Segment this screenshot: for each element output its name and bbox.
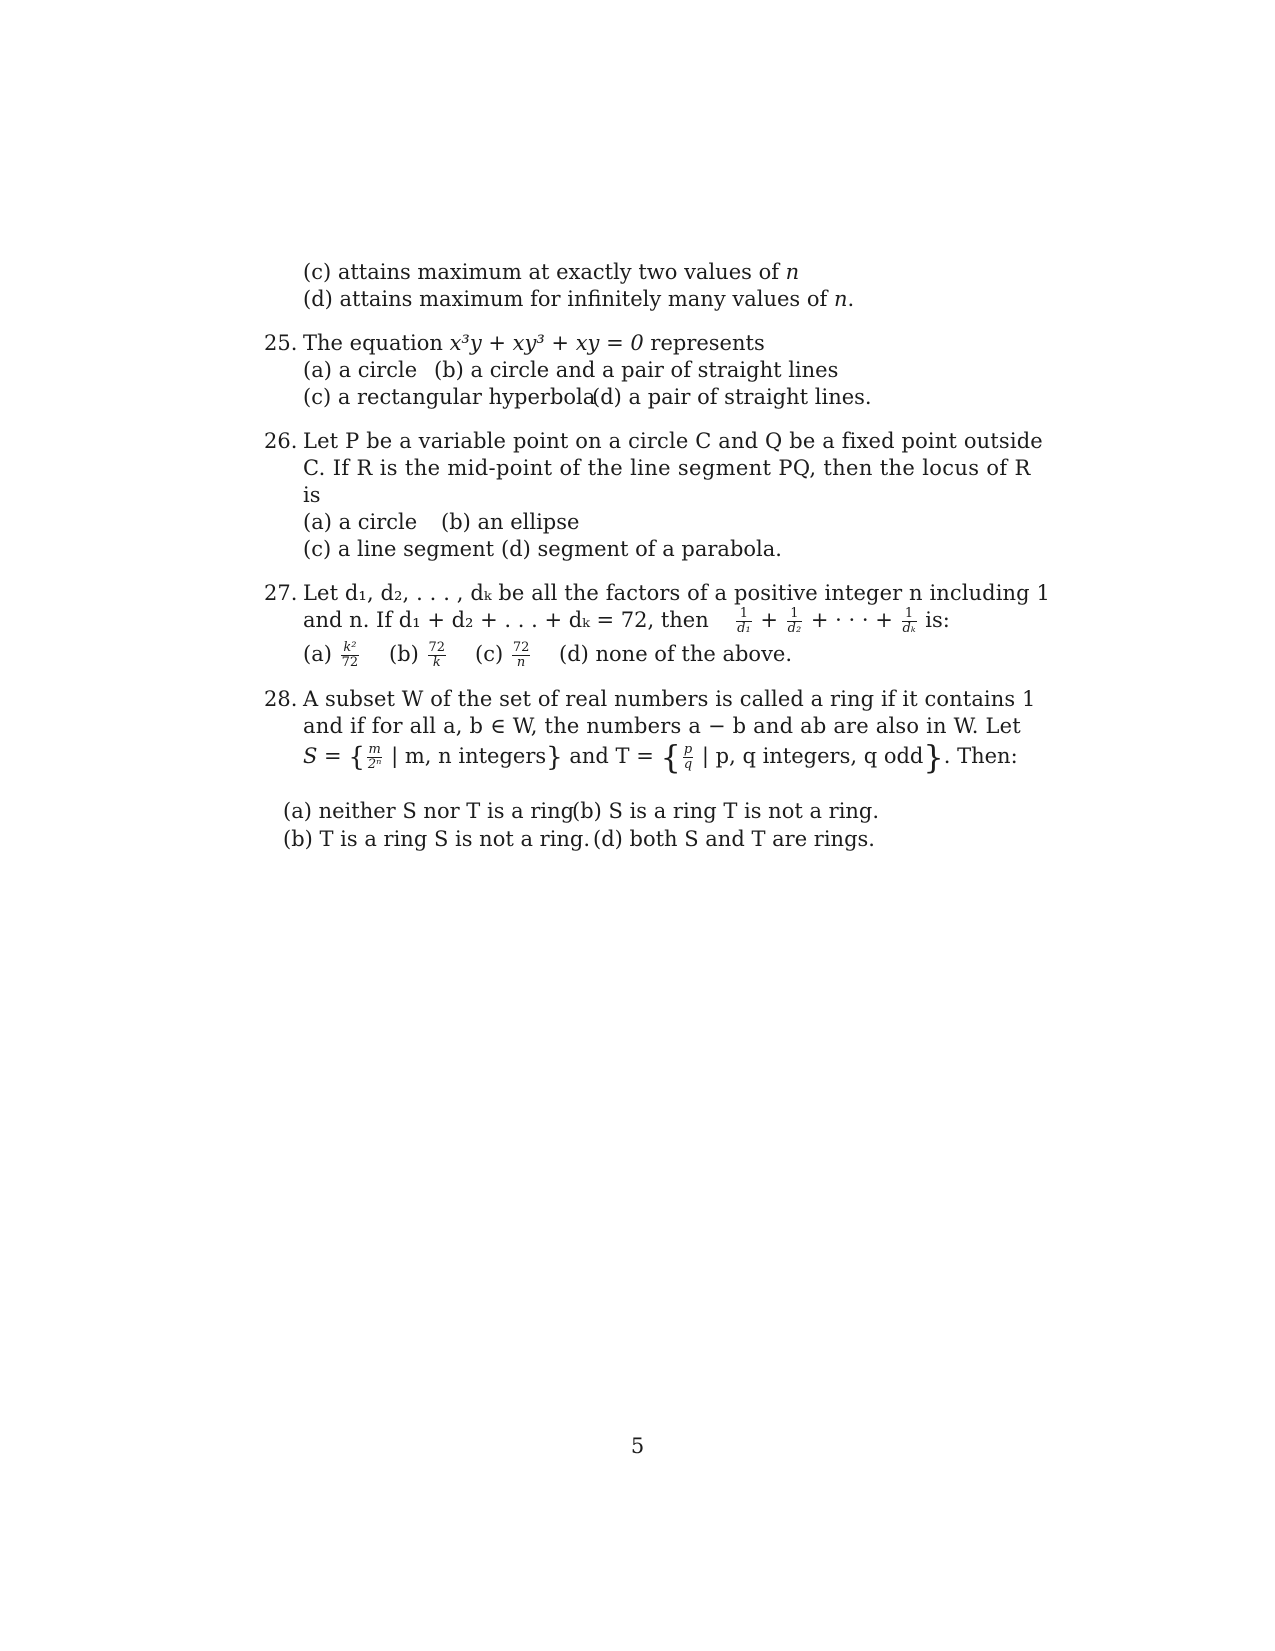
q25-equation: x³y + xy³ + xy = 0 xyxy=(449,331,644,355)
q24-option-d-end: . xyxy=(847,287,855,311)
q27-frac-k-den: dₖ xyxy=(902,621,916,636)
q27-c-frac xyxy=(512,641,531,670)
page-number: 5 xyxy=(630,1434,645,1458)
q27-cdots: + · · · + xyxy=(810,608,893,632)
q25-option-a: (a) a circle xyxy=(303,358,418,382)
q26-line2: C. If R is the mid-point of the line segment PQ, then the locus of R xyxy=(303,456,1031,480)
q28-s-brace-close: } xyxy=(546,742,563,773)
q24-option-c-text: (c) attains maximum at exactly two values of xyxy=(303,260,786,284)
q28-line1: A subset W of the set of real numbers is called a ring if it contains 1 xyxy=(303,687,1036,711)
q26-option-a: (a) a circle xyxy=(303,510,418,534)
q27-frac-k-num: 1 xyxy=(902,607,917,622)
q25-stem-b: represents xyxy=(643,331,765,355)
q27-c-den: n xyxy=(516,655,526,670)
q27-a-label: (a) xyxy=(303,642,332,666)
q25-option-b: (b) a circle and a pair of straight lines xyxy=(434,358,839,382)
q26-line3: is xyxy=(303,483,321,507)
q28-t-den: q xyxy=(683,757,693,772)
q26-option-b: (b) an ellipse xyxy=(441,510,580,534)
q27-a-num: k² xyxy=(341,641,360,656)
q27-c-num: 72 xyxy=(512,640,530,655)
q27-line2-end: is: xyxy=(925,608,950,632)
q26-option-d: (d) segment of a parabola. xyxy=(501,537,782,561)
q27-option-d: (d) none of the above. xyxy=(559,642,793,666)
q28-then: . Then: xyxy=(943,744,1018,768)
q27-frac-2-den: d₂ xyxy=(787,621,802,636)
q28-number: 28. xyxy=(264,687,298,711)
q24-option-d xyxy=(303,285,854,313)
q28-s-frac xyxy=(367,743,383,772)
q27-number: 27. xyxy=(264,581,298,605)
q26-line1: Let P be a variable point on a circle C and Q be a fixed point outside xyxy=(303,429,1043,453)
q24-option-d-text: (d) attains maximum for infinitely many values of xyxy=(303,287,834,311)
q28-option-b2: (b) T is a ring S is not a ring. xyxy=(283,827,591,851)
q27-option-b xyxy=(389,640,448,668)
q28-and-t: and T = xyxy=(569,744,654,768)
q27-a-den: 72 xyxy=(341,655,359,670)
q28-line2: and if for all a, b ∈ W, the numbers a − b and ab are also in W. Let xyxy=(303,714,1021,738)
q27-a-frac xyxy=(341,641,360,670)
q26-option-c: (c) a line segment xyxy=(303,537,495,561)
q28-s-lhs: S = xyxy=(303,744,342,768)
q27-b-frac xyxy=(428,641,447,670)
q24-option-c-var: n xyxy=(785,260,800,284)
q27-plus: + xyxy=(760,608,778,632)
q27-frac-1-d2 xyxy=(787,607,803,636)
q27-b-label: (b) xyxy=(389,642,419,666)
q27-frac-1-dk xyxy=(902,607,917,636)
q28-t-num: p xyxy=(683,742,693,757)
q28-option-b1: (b) S is a ring T is not a ring. xyxy=(572,799,880,823)
q28-s-brace-open: { xyxy=(348,742,365,773)
q25-number: 25. xyxy=(264,331,298,355)
q28-option-d: (d) both S and T are rings. xyxy=(593,827,875,851)
q27-option-c xyxy=(475,640,532,668)
q25-stem xyxy=(303,329,765,357)
q28-option-a: (a) neither S nor T is a ring xyxy=(283,799,575,823)
q27-b-den: k xyxy=(432,655,441,670)
q25-option-c: (c) a rectangular hyperbola xyxy=(303,385,596,409)
q28-s-den: 2ⁿ xyxy=(367,757,382,772)
q28-s-rest: | m, n integers xyxy=(391,744,547,768)
q27-option-a xyxy=(303,640,361,668)
q27-frac-1-den: d₁ xyxy=(737,621,751,636)
q25-option-d: (d) a pair of straight lines. xyxy=(592,385,872,409)
q28-t-rest: | p, q integers, q odd xyxy=(701,744,924,768)
q25-stem-a: The equation xyxy=(303,331,450,355)
q24-option-c xyxy=(303,258,799,286)
q27-frac-2-num: 1 xyxy=(787,607,803,622)
q28-s-num: m xyxy=(368,742,381,757)
q27-frac-1-d1 xyxy=(736,607,752,636)
q28-t-brace-open: { xyxy=(660,738,681,777)
q27-line2-text: and n. If d₁ + d₂ + . . . + dₖ = 72, then xyxy=(303,608,709,632)
q28-t-frac xyxy=(683,743,693,772)
q27-line1: Let d₁, d₂, . . . , dₖ be all the factors of a positive integer n including 1 xyxy=(303,581,1050,605)
q28-line3 xyxy=(303,738,1018,777)
q27-line2 xyxy=(303,606,950,634)
q26-number: 26. xyxy=(264,429,298,453)
q24-option-d-var: n xyxy=(833,287,848,311)
q27-c-label: (c) xyxy=(475,642,504,666)
q27-frac-1-num: 1 xyxy=(736,607,752,622)
q28-t-brace-close: } xyxy=(923,738,944,777)
q27-b-num: 72 xyxy=(428,640,446,655)
